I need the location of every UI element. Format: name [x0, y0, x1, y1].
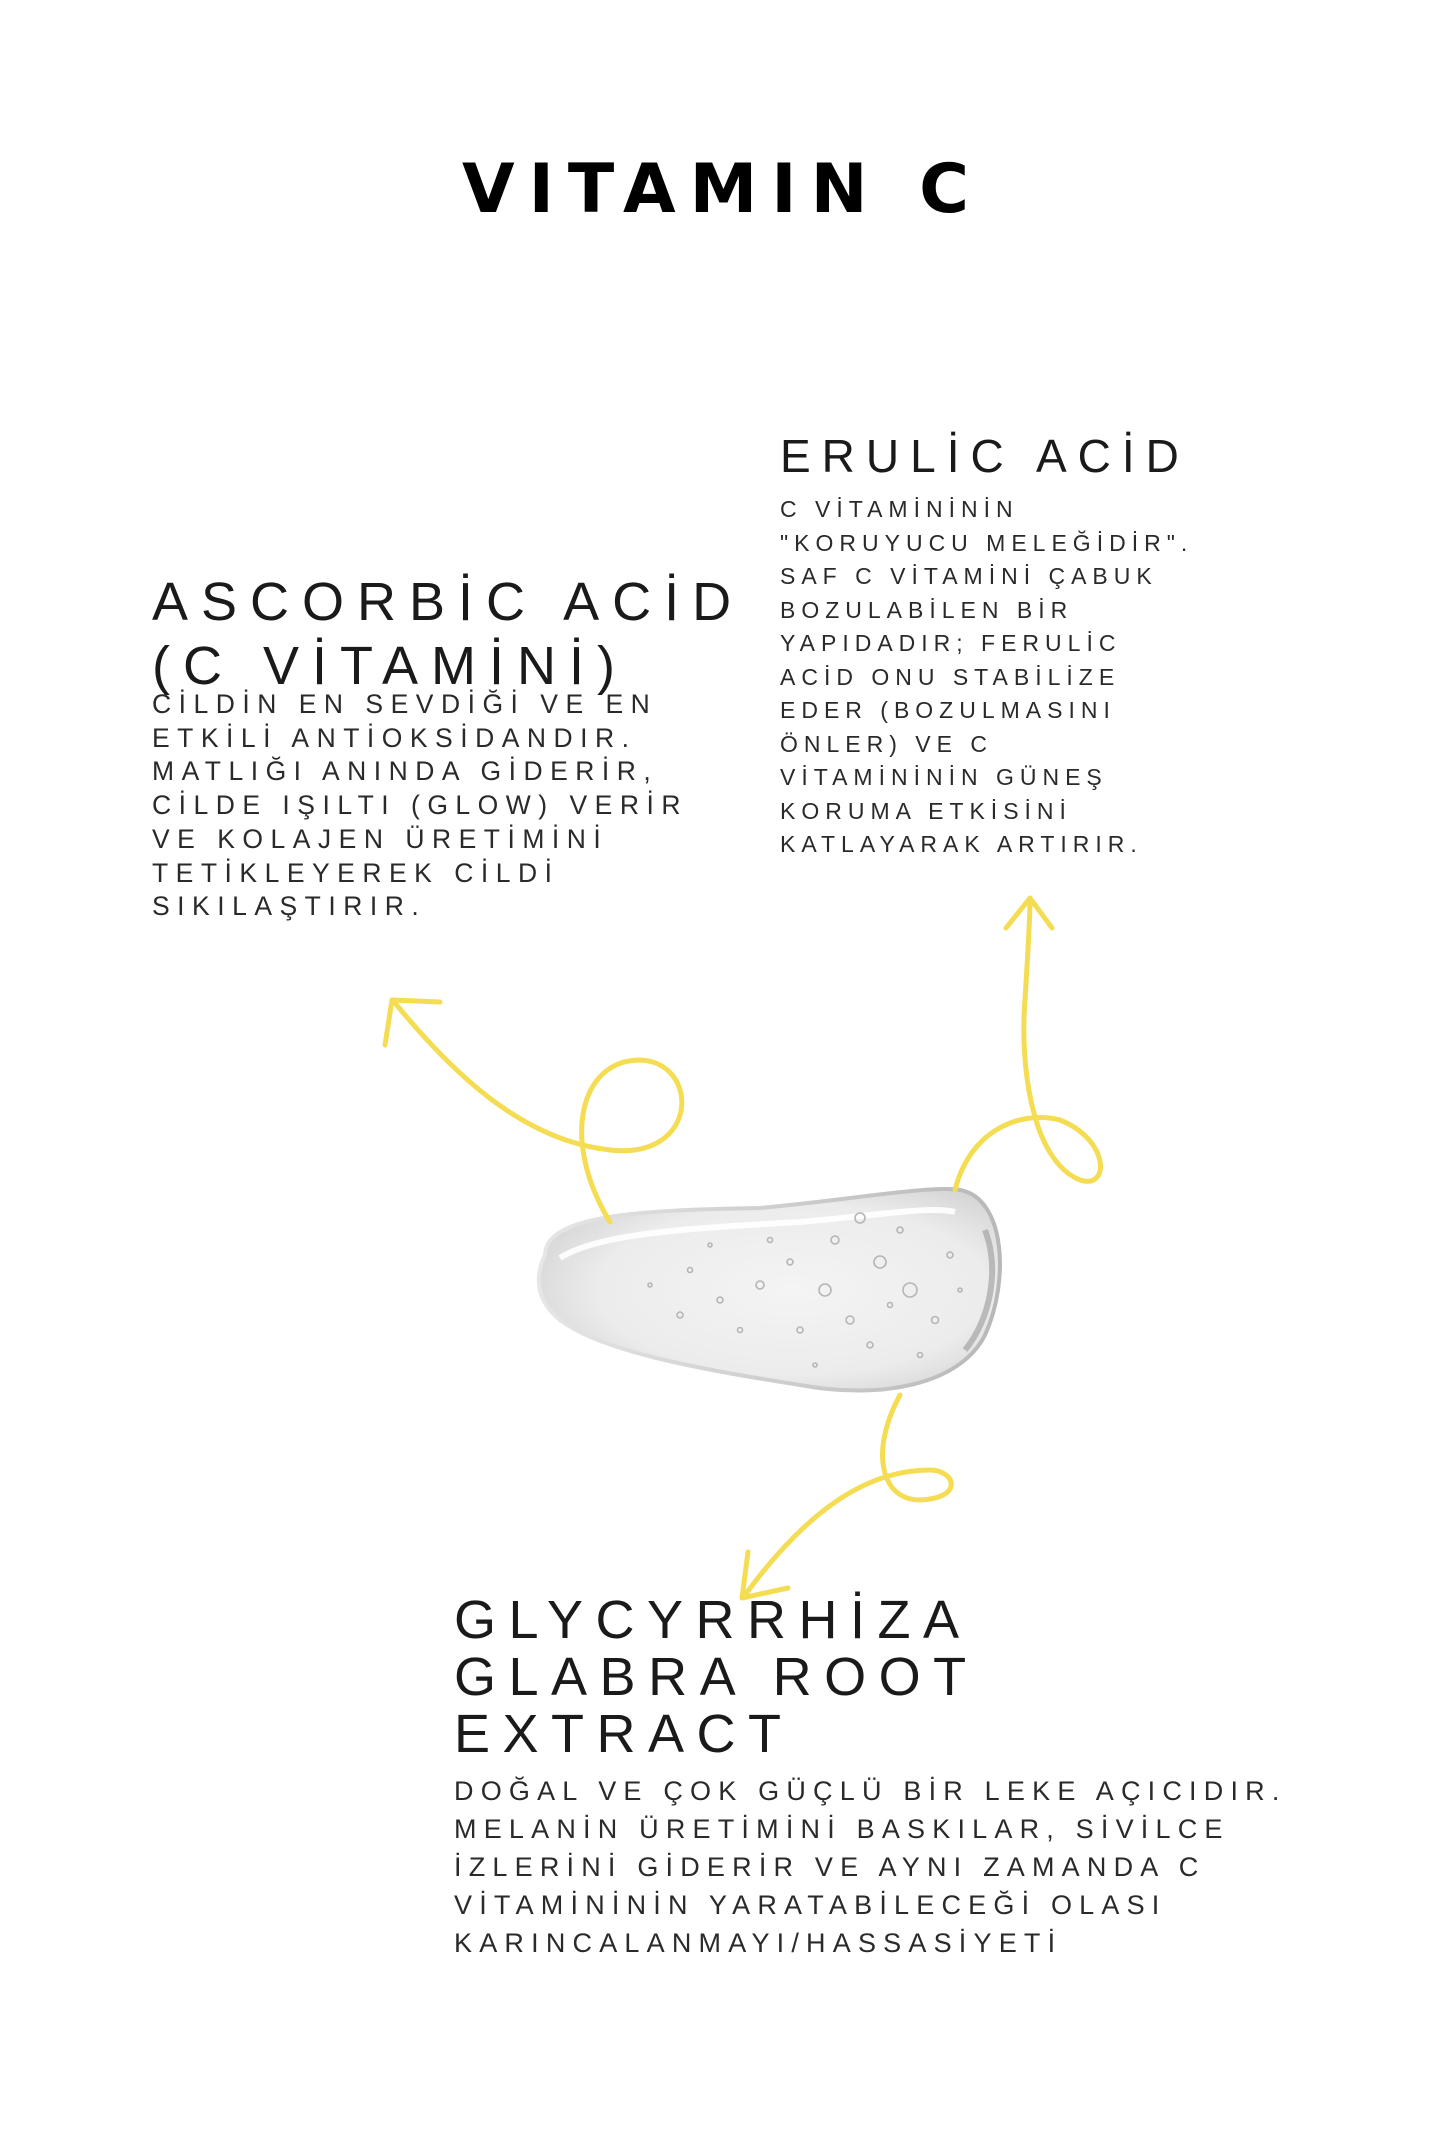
arrow-to-ascorbic	[395, 1003, 682, 1222]
arrow-to-glycyrrhiza	[745, 1395, 951, 1595]
ingredient-description-glycyrrhiza: DOĞAL VE ÇOK GÜÇLÜ BİR LEKE AÇICIDIR. MELANİN ÜRETİMİNİ BASKILAR, SİVİLCE İZLERİNİ GİDERİR VE AYNI ZAMANDA C VİTAMİNİNİN YARATABİLECEĞİ OLASI KARINCALANMAYI/HASSASİYETİ	[454, 1776, 1287, 1958]
page-title: VITAMIN C	[461, 150, 984, 229]
ingredient-heading-glycyrrhiza: GLYCYRRHİZA GLABRA ROOT EXTRACT	[454, 1590, 978, 1764]
arrow-to-ferulic	[955, 900, 1100, 1190]
ingredient-heading-ferulic-acid: ERULİC ACİD	[780, 430, 1190, 482]
ingredient-heading-ascorbic-acid: ASCORBİC ACİD (C VİTAMİNİ)	[152, 572, 745, 696]
ingredient-description-ascorbic-acid: CİLDİN EN SEVDİĞİ VE EN ETKİLİ ANTİOKSİDANDIR. MATLIĞI ANINDA GİDERİR, CİLDE IŞILTI (GLOW) VERİR VE KOLAJEN ÜRETİMİNİ TETİKLEYEREK CİLDİ SIKILAŞTIRIR.	[152, 689, 688, 922]
ingredient-description-ferulic-acid: C VİTAMİNİNİN "KORUYUCU MELEĞİDİR". SAF C VİTAMİNİ ÇABUK BOZULABİLEN BİR YAPIDADIR; FERULİC ACİD ONU STABİLİZE EDER (BOZULMASINI ÖNLER) VE C VİTAMİNİNİN GÜNEŞ KORUMA ETKİSİNİ KATLAYARAK ARTIRIR.	[780, 496, 1194, 857]
